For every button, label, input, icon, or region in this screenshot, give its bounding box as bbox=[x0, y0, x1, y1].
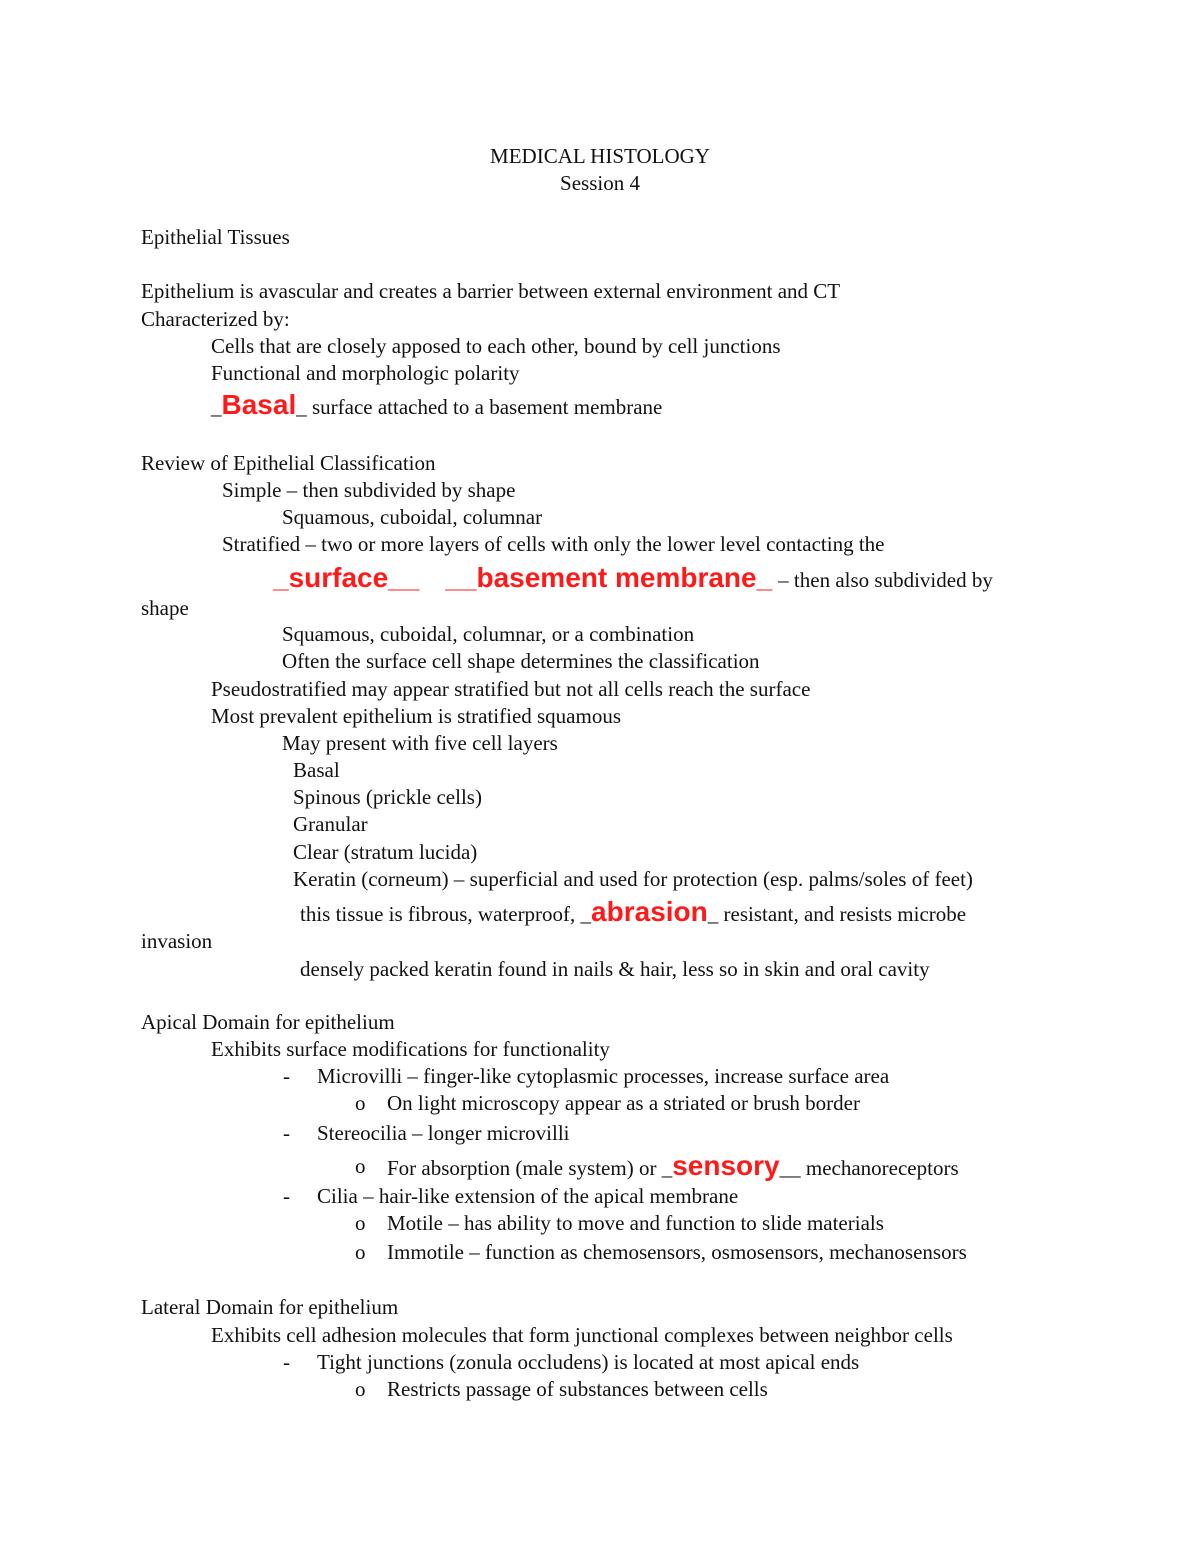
answer-basal: Basal bbox=[221, 389, 297, 420]
text-line: invasion bbox=[141, 929, 213, 953]
text-fragment: _ resistant, and resists microbe bbox=[707, 902, 967, 926]
dash-marker: - bbox=[283, 1121, 290, 1145]
dash-marker: - bbox=[283, 1184, 290, 1208]
fill-in-line-basal bbox=[211, 389, 663, 420]
text-fragment: For absorption (male system) or _ bbox=[387, 1156, 673, 1180]
text-line: Squamous, cuboidal, columnar, or a combination bbox=[282, 622, 695, 646]
list-item: Cilia – hair-like extension of the apical membrane bbox=[317, 1184, 739, 1208]
text-line: Functional and morphologic polarity bbox=[211, 361, 520, 385]
layer-item: Basal bbox=[293, 758, 340, 782]
section-heading-lateral: Lateral Domain for epithelium bbox=[141, 1295, 399, 1319]
text-line: Cells that are closely apposed to each other, bound by cell junctions bbox=[211, 334, 781, 358]
text-fragment: this tissue is fibrous, waterproof, _ bbox=[300, 902, 592, 926]
text-line: Often the surface cell shape determines the classification bbox=[282, 649, 760, 673]
text-line: Pseudostratified may appear stratified but not all cells reach the surface bbox=[211, 677, 811, 701]
text-line: Stratified – two or more layers of cells with only the lower level contacting the bbox=[222, 532, 885, 556]
list-item: Tight junctions (zonula occludens) is located at most apical ends bbox=[317, 1350, 860, 1374]
layer-item-keratin: Keratin (corneum) – superficial and used for protection (esp. palms/soles of feet) bbox=[293, 867, 973, 891]
fill-in-line-stratified bbox=[273, 562, 993, 593]
section-heading-classification: Review of Epithelial Classification bbox=[141, 451, 436, 475]
text-line: Most prevalent epithelium is stratified squamous bbox=[211, 704, 622, 728]
section-heading-apical: Apical Domain for epithelium bbox=[141, 1010, 395, 1034]
answer-abrasion: abrasion bbox=[591, 896, 708, 927]
fill-in-line-sensory bbox=[387, 1150, 959, 1181]
answer-sensory: sensory bbox=[672, 1150, 780, 1181]
text-fragment: – then also subdivided by bbox=[778, 568, 993, 592]
bullet-marker: o bbox=[355, 1154, 366, 1178]
layer-item: Spinous (prickle cells) bbox=[293, 785, 482, 809]
bullet-marker: o bbox=[355, 1240, 366, 1264]
dash-marker: - bbox=[283, 1064, 290, 1088]
sub-list-item: On light microscopy appear as a striated or brush border bbox=[387, 1091, 860, 1115]
bullet-marker: o bbox=[355, 1091, 366, 1115]
text-line: Squamous, cuboidal, columnar bbox=[282, 505, 543, 529]
document-title: MEDICAL HISTOLOGY bbox=[490, 144, 710, 168]
fill-in-line-abrasion bbox=[300, 896, 967, 927]
dash-marker: - bbox=[283, 1350, 290, 1374]
characterized-label: Characterized by: bbox=[141, 307, 290, 331]
bullet-marker: o bbox=[355, 1211, 366, 1235]
text-line: Exhibits cell adhesion molecules that form junctional complexes between neighbor cells bbox=[211, 1323, 953, 1347]
sub-list-item: Restricts passage of substances between cells bbox=[387, 1377, 768, 1401]
text-fragment: __ mechanoreceptors bbox=[779, 1156, 959, 1180]
list-item: Microvilli – finger-like cytoplasmic processes, increase surface area bbox=[317, 1064, 890, 1088]
text-line: Exhibits surface modifications for functionality bbox=[211, 1037, 610, 1061]
answer-surface: _surface__ bbox=[273, 562, 420, 593]
text-line: Simple – then subdivided by shape bbox=[222, 478, 516, 502]
layer-item: Clear (stratum lucida) bbox=[293, 840, 478, 864]
text-line: shape bbox=[141, 596, 189, 620]
list-item: Stereocilia – longer microvilli bbox=[317, 1121, 570, 1145]
bullet-marker: o bbox=[355, 1377, 366, 1401]
sub-list-item: Immotile – function as chemosensors, osmosensors, mechanosensors bbox=[387, 1240, 967, 1264]
blank-suffix: _ surface attached to a basement membrane bbox=[296, 395, 663, 419]
session-label: Session 4 bbox=[560, 171, 640, 195]
blank-prefix: _ bbox=[211, 395, 222, 419]
epithelium-definition: Epithelium is avascular and creates a barrier between external environment and CT bbox=[141, 279, 841, 303]
section-heading-epithelial-tissues: Epithelial Tissues bbox=[141, 225, 290, 249]
sub-list-item: Motile – has ability to move and function to slide materials bbox=[387, 1211, 884, 1235]
text-line: May present with five cell layers bbox=[282, 731, 558, 755]
layer-item: Granular bbox=[293, 812, 368, 836]
text-line: densely packed keratin found in nails & hair, less so in skin and oral cavity bbox=[300, 957, 930, 981]
answer-basement-membrane: __basement membrane_ bbox=[445, 562, 773, 593]
